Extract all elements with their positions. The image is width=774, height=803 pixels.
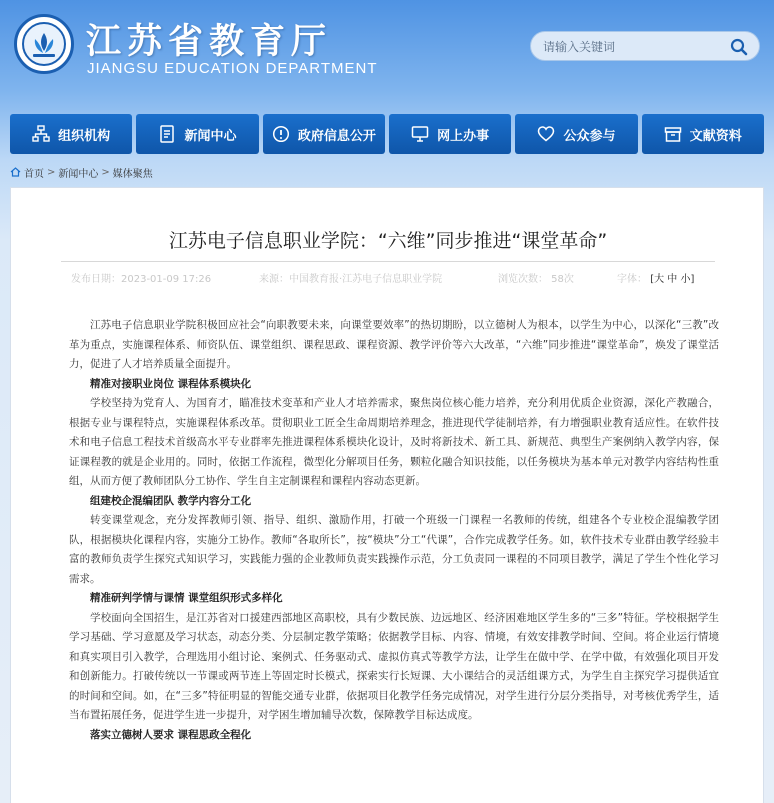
nav-label: 公众参与 [563, 128, 616, 144]
breadcrumb-separator: > [47, 166, 56, 178]
font-size-control: 字体： [大 中 小] [617, 274, 695, 285]
info-circle-icon [272, 125, 290, 143]
article-body [69, 316, 719, 745]
title-divider [61, 261, 715, 262]
nav-item-online-service[interactable] [389, 114, 511, 154]
nav-label: 组织机构 [58, 128, 111, 144]
site-header [0, 0, 774, 110]
nav-item-gov-info[interactable] [263, 114, 385, 154]
nav-item-public-participation[interactable] [515, 114, 637, 154]
section-heading: 落实立德树人要求 课程思政全程化 [90, 728, 252, 741]
breadcrumb-home[interactable]: 首页 [24, 168, 44, 180]
font-medium-button[interactable]: 中 [667, 274, 678, 285]
article-title: 江苏电子信息职业学院：“六维”同步推进“课堂革命” [168, 230, 608, 252]
site-subtitle: JIANGSU EDUCATION DEPARTMENT [87, 60, 378, 77]
nav-item-news[interactable] [136, 114, 258, 154]
nav-label: 文献资料 [689, 128, 742, 144]
font-small-button[interactable]: 小 [680, 274, 691, 285]
article-paragraph: 转变课堂观念，充分发挥教师引领、指导、组织、激励作用，打破一个班级一门课程一名教师的传统，组建各个专业校企混编教学团队，根据模块化课程内容，实施分工协作。教师“各取所长”，按“模块”分工“代课”，合作完成教学任务。如，软件技术专业群由教学经验丰富的教师负责学生探究式知识学习，实践能力强的企业教师负责实践操作示范，分工负责同一课程的不同项目教学，满足了学生个性化学习需求。 [69, 514, 719, 585]
section-heading: 组建校企混编团队 教学内容分工化 [90, 494, 252, 507]
breadcrumb [10, 165, 153, 179]
archive-icon [664, 125, 682, 143]
document-icon [158, 125, 176, 143]
nav-item-documents[interactable] [642, 114, 764, 154]
search-input[interactable] [543, 37, 723, 57]
section-heading: 精准对接职业岗位 课程体系模块化 [90, 377, 252, 390]
font-size-label: 字体： [617, 274, 647, 285]
education-emblem-icon[interactable] [14, 14, 74, 74]
breadcrumb-separator: > [101, 166, 110, 178]
font-large-button[interactable]: 大 [654, 274, 665, 285]
article-paragraph: 江苏电子信息职业学院积极回应社会“向职教要未来，向课堂要效率”的热切期盼，以立德树人为根本，以学生为中心，以深化“三教”改革为重点，实施课程体系、师资队伍、课堂组织、课程思政、课程资源、教学评价等六大改革，“六维”同步推进“课堂革命”，焕发了课堂活力，促进了人才培养质量全面提升。 [69, 319, 719, 370]
nav-label: 政府信息公开 [297, 128, 376, 144]
nav-label: 网上办事 [437, 128, 490, 144]
heart-icon [537, 125, 555, 143]
search-bar [530, 31, 760, 61]
view-count: 浏览次数： 58次 [498, 274, 574, 285]
site-title[interactable]: 江苏省教育厅 [86, 21, 333, 62]
breadcrumb-news[interactable]: 新闻中心 [58, 168, 99, 180]
breadcrumb-media[interactable]: 媒体聚焦 [112, 168, 153, 180]
article-paragraph: 学校面向全国招生，是江苏省对口援建西部地区高职校，具有少数民族、边远地区、经济困难地区学生多的“三多”特征。学校根据学生学习基础、学习意愿及学习状态，动态分类、分层制定教学策略；依据教学目标、内容、情境，有效安排教学时间、空间。将企业运行情境和真实项目引入教学，合理选用小组讨论、案例式、任务驱动式、虚拟仿真式等教学方法，让学生在做中学、在学中做，有效强化项目开发和创新能力。打破传统以一节课或两节连上等固定时长模式，探索实行长短课、大小课结合的灵活组课方式，为学生自主探究学习提供适宜的时间和空间。如，在“三多”特征明显的智能交通专业群，依据项目化教学任务完成情况，对学生进行分层分类指导，对考核优秀学生，适当布置拓展任务，促进学生进一步提升，对学困生增加辅导次数，保障教学目标达成度。 [69, 611, 719, 721]
article-paragraph: 学校坚持为党育人、为国育才，瞄准技术变革和产业人才培养需求，聚焦岗位核心能力培养，充分利用优质企业资源，深化产教融合，根据专业与课程特点，实施课程体系改革。贯彻职业工匠全生命周期培养理念，推进现代学徒制培养，有力增强职业教育适应性。在软件技术和电子信息工程技术首级高水平专业群率先推进课程体系模块化设计，及时将新技术、新工具、新规范、典型生产案例纳入教学内容，保证课程教的就是企业用的。同时，依据工作流程，微型化分解项目任务，颗粒化融合知识技能，以任务模块为基本单元对教学内容结构性重组，从而方便了教师团队分工协作、学生自主定制课程和课程内容动态更新。 [69, 397, 719, 487]
article-container [10, 187, 764, 803]
main-nav [10, 114, 764, 154]
monitor-icon [411, 125, 429, 143]
section-heading: 精准研判学情与课情 课堂组织形式多样化 [90, 592, 283, 604]
article-source: 来源：中国教育报·江苏电子信息职业学院 [259, 274, 443, 285]
publish-date: 发布日期：2023-01-09 17:26 [71, 274, 212, 285]
nav-item-organization[interactable] [10, 114, 132, 154]
home-icon [10, 167, 21, 177]
article-meta [71, 270, 711, 284]
search-icon[interactable] [729, 37, 749, 57]
org-chart-icon [32, 125, 50, 143]
nav-label: 新闻中心 [184, 128, 237, 144]
